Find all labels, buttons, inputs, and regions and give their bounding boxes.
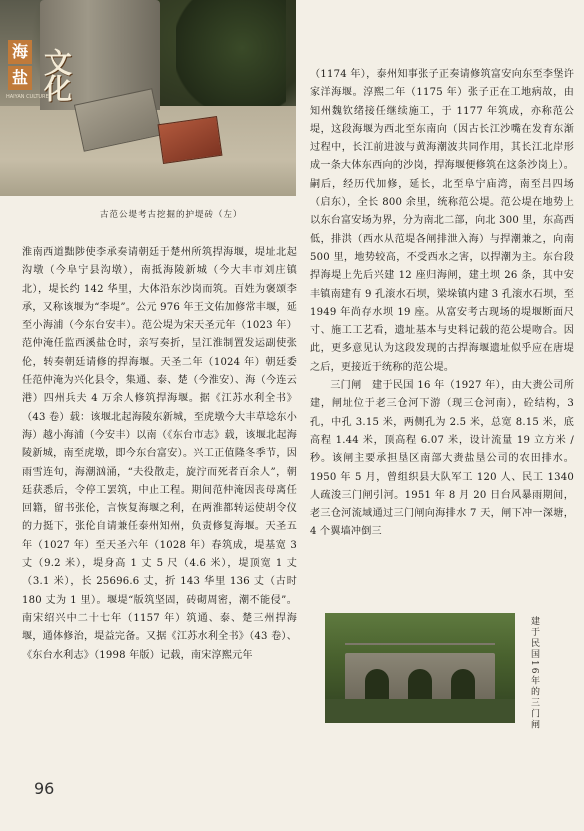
top-photo-caption: 古范公堤考古挖掘的护堤砖（左） (100, 210, 243, 220)
right-text-column (310, 66, 574, 542)
haiyan-culture-logo (6, 40, 76, 112)
photo-tree (176, 0, 286, 120)
bottom-photo-caption: 建于民国16年的三门闸 (529, 616, 539, 731)
right-paragraph-2: 三门闸 建于民国 16 年（1927 年），由大赉公司所建，闸址位于老三仓河下游（现三仓河南），砼结构，3 孔，中孔 3.15 米，两侧孔为 2.5 米，总宽 8.15 米，底高程 1.44 米，顶高程 6.07 米，设计流量 19 立方米 / 秒。该闸主要承担垦区南部大赉盐垦公司的农田排水。1950 年 5 月，曾组织县大队军工 120 人、民工 1340 人疏浚三门闸引河。1951 年 8 月 20 日台风暴雨期间，老三仓河流域通过三门闸向海排水 7 天，闸下冲一深塘，4 个翼墙冲倒三 (310, 380, 574, 538)
logo-char-yan: 盐 (8, 66, 32, 90)
left-text-column (22, 244, 297, 665)
photo-sluice-arch (408, 669, 432, 701)
photo-sluice-arch (365, 669, 389, 701)
photo-water (325, 699, 515, 723)
right-paragraph-1: （1174 年），泰州知事张子正奏请修筑富安向东至李堡许家洋海堰。淳熙二年（1175 年）张子正在工地病故，由知州魏钦绪接任继续施工，于 1177 年筑成，亦称范公堤，这段海堰为西北至东南向（因古长江沙嘴在发育东渐过程中，长江前进波与黄海潮波共同作用，其长江北岸形成一条大体东西向的沙岗，捍海堰便修筑在这条沙岗上）。嗣后，经历代加修，延长，北至阜宁庙湾，南至吕四场（启东），全长 800 余里，统称范公堤。范公堤在地势上以东台富安场为界，分为南北二部，向北 300 里，东高西低，排洪（西水从范堤各闸排泄入海）与捍潮兼之，向南 500 里，地势较高，不受西水之害，以捍潮为主。东台段捍海堤上先后兴建 12 座归海闸，建土坝 26 条，其中安丰镇南建有 9 孔滚水石坝，梁垛镇内建 3 孔滚水石坝，至 1949 年尚存水坝 19 座。从富安考古现场的堤堰断面尺寸、施工工艺看，遗址基本与史料记载的范公堤吻合。因此，更多意见认为这段发现的古捍海堰遗址似乎应在唐堤之后，更接近于统称的范公堤。 (310, 69, 574, 373)
photo-red-brick (158, 116, 223, 164)
sanmen-sluice-photo (325, 613, 515, 723)
ancient-dike-photo (0, 0, 296, 196)
photo-sluice-arch (451, 669, 475, 701)
logo-subtitle: HAIYAN CULTURE (6, 94, 49, 100)
logo-char-wenhua: 文化 (40, 48, 73, 100)
page-number: 96 (34, 779, 55, 798)
logo-char-hai: 海 (8, 40, 32, 64)
left-paragraph: 淮南西道黜陟使李承奏请朝廷于楚州所筑捍海堰，堤址北起沟墩（今阜宁县沟墩），南抵海陵新城（今大丰市刘庄镇北），堤长约 142 华里，大体沿东沙岗而筑。百姓为褒颂李承，又称该堰为“李堤”。公元 976 年王文佑加修常丰堰，延至小海浦（今东台安丰）。范公堤为宋天圣元年（1023 年）范仲淹任监西溪盐仓时，亲写奏折，呈江淮制置发运副使张伦，转奏朝廷请修的捍海堰。天圣二年（1024 年）朝廷委任范仲淹为兴化县令，集通、泰、楚（今淮安）、海（今连云港）四州兵夫 4 万余人修筑捍海堰。据《江苏水利全书》（43 卷）载：该堰北起海陵东新城，至虎墩今大丰草埝东小海）越小海浦（今安丰）以南（《东台市志》载，该堰北起海陵新城，南至虎墩，即今东台富安）。兴工正值隆冬季节，因雨雪连旬，海潮汹涌，“夫役散走，旋泞而死者百余人”，朝廷获悉后，令停工罢筑，中止工程。期间范仲淹因丧母离任回籍，留书张伦，言恢复海堰之利，在两淮都转运使胡令仪的力挺下，张伦自请兼任泰州知州，负责修复海堰。天圣五年（1027 年）至天圣六年（1028 年）春筑成，堤基宽 3 丈（9.2 米），堤身高 1 丈 5 尺（4.6 米），堤顶宽 1 丈（3.1 米），长 25696.6 丈，折 143 华里 136 丈（古时 180 丈为 1 里）。堰堤“版筑坚固，砖砌周密，潮不能侵”。南宋绍兴中二十七年（1157 年）筑通、泰、楚三州捍海堰，通体修治，堤益完备。又据《江苏水利全书》（43 卷）、《东台水利志》（1998 年版）记载，南宋淳熙元年 (22, 247, 297, 661)
